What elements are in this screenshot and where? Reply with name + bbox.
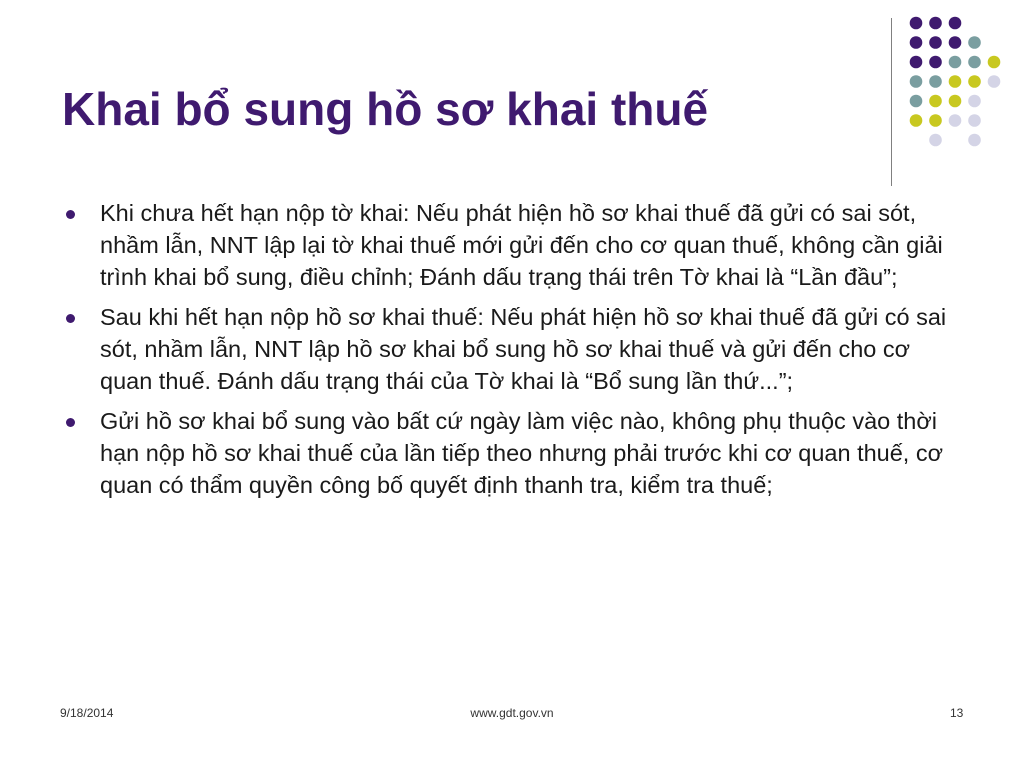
decorative-dot (929, 56, 942, 69)
bullet-icon (66, 210, 75, 219)
bullet-item (62, 197, 962, 293)
decorative-dot (929, 36, 942, 49)
decorative-dot (910, 114, 923, 127)
decorative-dot (988, 56, 1001, 69)
bullet-icon (66, 314, 75, 323)
bullet-item (62, 301, 962, 397)
decorative-divider (891, 18, 892, 186)
bullet-icon (66, 418, 75, 427)
decorative-dot (910, 75, 923, 88)
decorative-dot (929, 134, 942, 147)
decorative-dot (968, 134, 981, 147)
decorative-dot (968, 114, 981, 127)
decorative-dot (968, 95, 981, 108)
bullet-item (62, 405, 962, 501)
decorative-dot (910, 95, 923, 108)
bullet-text: Khi chưa hết hạn nộp tờ khai: Nếu phát hiện hồ sơ khai thuế đã gửi có sai sót, nhầm lẫn, NNT lập lại tờ khai thuế mới gửi đến cho cơ quan thuế, không cần giải trình khai bổ sung, điều chỉnh; Đánh dấu trạng thái trên Tờ khai là “Lần đầu”; (100, 200, 943, 290)
decorative-dot (949, 36, 962, 49)
bullet-text: Gửi hồ sơ khai bổ sung vào bất cứ ngày làm việc nào, không phụ thuộc vào thời hạn nộp hồ sơ khai thuế của lần tiếp theo nhưng phải trước khi cơ quan thuế, cơ quan có thẩm quyền công bố quyết định thanh tra, kiểm tra thuế; (100, 408, 944, 498)
decorative-dot (949, 56, 962, 69)
decorative-dot (910, 17, 923, 30)
decorative-dot (929, 75, 942, 88)
decorative-dot (968, 36, 981, 49)
decorative-dot (949, 95, 962, 108)
decorative-dot (929, 95, 942, 108)
decorative-dot (949, 75, 962, 88)
decorative-dot (988, 75, 1001, 88)
decorative-dot (910, 36, 923, 49)
decorative-dot (929, 17, 942, 30)
decorative-dot (929, 114, 942, 127)
decorative-dot (949, 17, 962, 30)
decorative-dot (968, 56, 981, 69)
bullet-list (62, 197, 962, 509)
decorative-dot (949, 114, 962, 127)
footer-website: www.gdt.gov.vn (470, 706, 554, 720)
bullet-text: Sau khi hết hạn nộp hồ sơ khai thuế: Nếu phát hiện hồ sơ khai thuế đã gửi có sai sót, nhầm lẫn, NNT lập hồ sơ khai bổ sung hồ sơ khai thuế và gửi đến cho cơ quan thuế. Đánh dấu trạng thái của Tờ khai là “Bổ sung lần thứ...”; (100, 304, 947, 394)
decorative-dot (910, 56, 923, 69)
footer-date: 9/18/2014 (60, 706, 114, 720)
footer-page-number: 13 (950, 706, 964, 720)
decorative-dot (968, 75, 981, 88)
slide-title: Khai bổ sung hồ sơ khai thuế (62, 83, 709, 135)
